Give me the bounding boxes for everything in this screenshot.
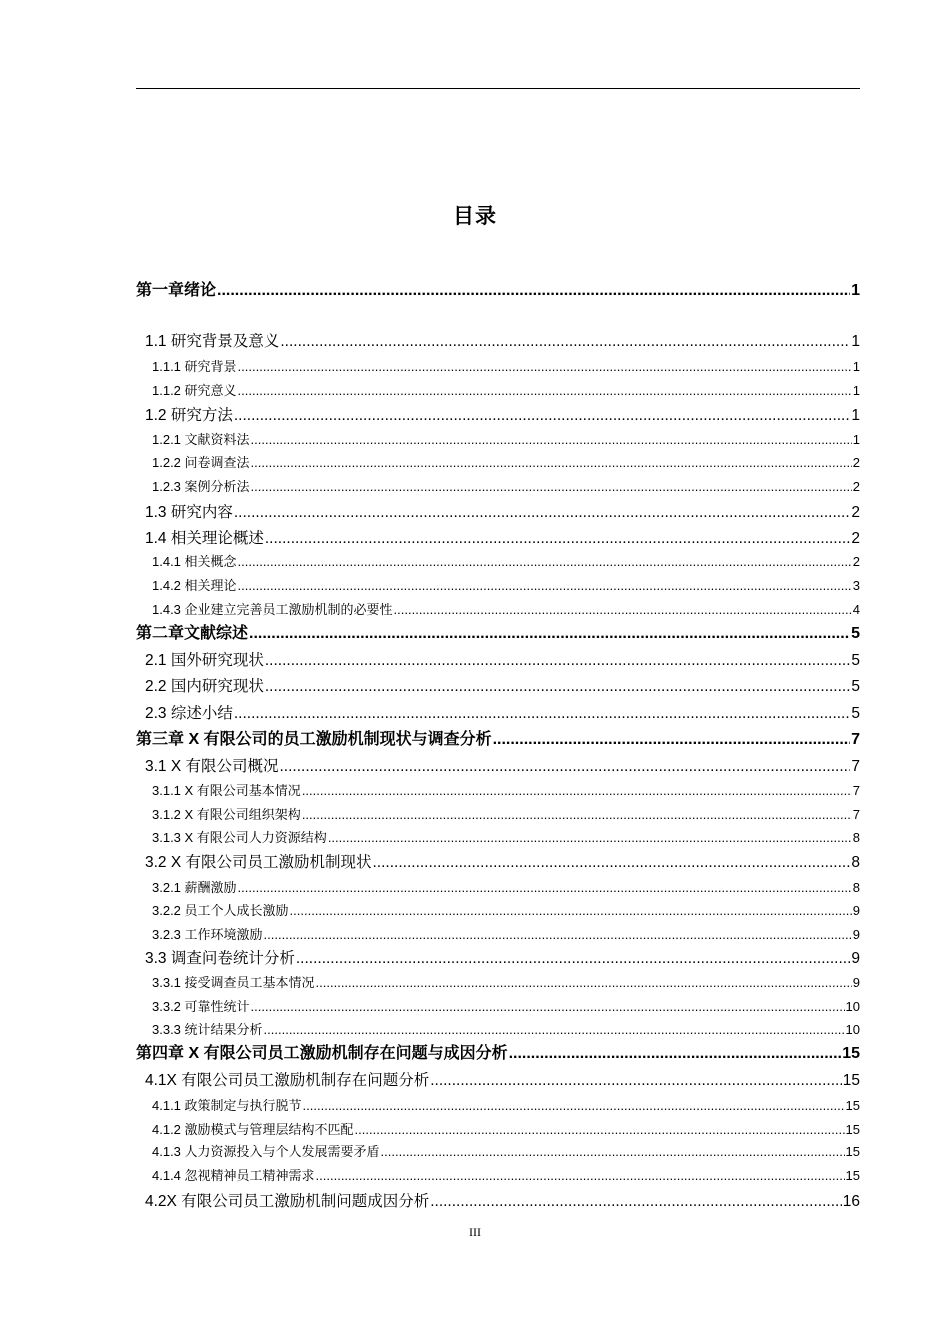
toc-entry-label: 1.2.3 案例分析法 — [152, 479, 250, 494]
toc-leader-dots — [251, 454, 852, 472]
toc-entry-page: 1 — [852, 383, 860, 398]
toc-entry-label: 3.1.3 X 有限公司人力资源结构 — [152, 830, 327, 845]
toc-leader-dots — [238, 358, 852, 376]
toc-entry-label: 1.2.2 问卷调查法 — [152, 455, 250, 470]
toc-entry[interactable] — [136, 650, 860, 672]
toc-leader-dots — [238, 553, 852, 571]
toc-leader-dots — [251, 478, 852, 496]
toc-leader-dots — [290, 902, 852, 920]
toc-entry[interactable] — [136, 528, 860, 550]
toc-entry-label: 3.2.2 员工个人成长激励 — [152, 903, 289, 918]
toc-entry-page: 1 — [851, 333, 860, 350]
toc-leader-dots — [234, 502, 851, 524]
toc-entry[interactable] — [136, 676, 860, 698]
toc-entry-label: 1.1.1 研究背景 — [152, 359, 237, 374]
toc-entry-page: 15 — [845, 1168, 860, 1183]
toc-leader-dots — [264, 1021, 845, 1039]
toc-entry-label: 1.4.3 企业建立完善员工激励机制的必要性 — [152, 602, 393, 617]
toc-entry-page: 2 — [852, 479, 860, 494]
toc-entry[interactable] — [136, 331, 860, 353]
toc-entry-page: 2 — [851, 504, 860, 521]
toc-entry-page: 1 — [851, 282, 860, 299]
toc-entry-page: 10 — [845, 1022, 860, 1037]
toc-entry-label: 4.2X 有限公司员工激励机制问题成因分析 — [145, 1193, 430, 1210]
toc-entry-page: 8 — [852, 880, 860, 895]
toc-leader-dots — [430, 1191, 842, 1213]
footer-page-number: III — [469, 1225, 481, 1239]
toc-leader-dots — [234, 703, 851, 725]
toc-entry[interactable] — [136, 623, 860, 645]
toc-entry-label: 1.4 相关理论概述 — [145, 530, 264, 547]
toc-entry[interactable] — [136, 1043, 860, 1065]
toc-entry-label: 3.3.2 可靠性统计 — [152, 999, 250, 1014]
toc-entry[interactable] — [136, 1021, 860, 1039]
toc-entry-page: 15 — [842, 1072, 860, 1089]
toc-leader-dots — [303, 1097, 845, 1115]
toc-entry-label: 3.2.1 薪酬激励 — [152, 880, 237, 895]
toc-leader-dots — [265, 650, 851, 672]
toc-entry[interactable] — [136, 948, 860, 970]
toc-leader-dots — [280, 756, 851, 778]
toc-entry[interactable] — [136, 829, 860, 847]
toc-entry-page: 9 — [852, 975, 860, 990]
toc-entry-label: 3.1 X 有限公司概况 — [145, 758, 279, 775]
toc-entry[interactable] — [136, 1097, 860, 1115]
toc-entry-label: 4.1.3 人力资源投入与个人发展需要矛盾 — [152, 1144, 380, 1159]
toc-entry-page: 7 — [851, 758, 860, 775]
toc-entry-label: 3.2 X 有限公司员工激励机制现状 — [145, 854, 372, 871]
toc-entry-label: 3.3 调查问卷统计分析 — [145, 950, 295, 967]
toc-leader-dots — [265, 528, 851, 550]
toc-entry[interactable] — [136, 280, 860, 302]
toc-leader-dots — [249, 623, 850, 645]
toc-entry[interactable] — [136, 1143, 860, 1161]
toc-entry-page: 7 — [851, 731, 860, 748]
toc-leader-dots — [265, 676, 851, 698]
toc-entry[interactable] — [136, 782, 860, 800]
toc-entry-label: 2.3 综述小结 — [145, 705, 233, 722]
toc-entry[interactable] — [136, 1070, 860, 1092]
toc-leader-dots — [251, 998, 845, 1016]
toc-entry-label: 1.3 研究内容 — [145, 504, 233, 521]
toc-leader-dots — [430, 1070, 842, 1092]
toc-leader-dots — [394, 601, 852, 619]
toc-entry-label: 第二章文献综述 — [136, 625, 249, 642]
toc-entry-page: 15 — [842, 1045, 860, 1062]
toc-entry[interactable] — [136, 405, 860, 427]
toc-leader-dots — [493, 729, 851, 751]
toc-entry-page: 15 — [845, 1144, 860, 1159]
toc-leader-dots — [381, 1143, 845, 1161]
toc-entry-label: 3.1.1 X 有限公司基本情况 — [152, 783, 301, 798]
toc-entry-label: 1.2.1 文献资料法 — [152, 432, 250, 447]
header-rule — [136, 88, 860, 89]
toc-entry-label: 1.1.2 研究意义 — [152, 383, 237, 398]
toc-entry[interactable] — [136, 806, 860, 824]
toc-entry-label: 4.1.2 激励模式与管理层结构不匹配 — [152, 1122, 354, 1137]
toc-leader-dots — [296, 948, 851, 970]
toc-entry-page: 15 — [845, 1122, 860, 1137]
toc-entry[interactable] — [136, 1191, 860, 1213]
toc-entry-page: 2 — [851, 530, 860, 547]
toc-entry-page: 15 — [845, 1098, 860, 1113]
toc-entry-page: 5 — [851, 705, 860, 722]
toc-leader-dots — [316, 974, 852, 992]
toc-entry-label: 3.2.3 工作环境激励 — [152, 927, 263, 942]
toc-entry[interactable] — [136, 431, 860, 449]
toc-leader-dots — [280, 331, 850, 353]
toc-entry-label: 1.2 研究方法 — [145, 407, 233, 424]
toc-entry[interactable] — [136, 703, 860, 725]
toc-leader-dots — [238, 577, 852, 595]
page-title: 目录 — [453, 204, 497, 228]
toc-leader-dots — [316, 1167, 845, 1185]
toc-entry[interactable] — [136, 553, 860, 571]
toc-entry[interactable] — [136, 756, 860, 778]
toc-entry-page: 9 — [851, 950, 860, 967]
toc-entry[interactable] — [136, 1121, 860, 1139]
toc-leader-dots — [238, 382, 852, 400]
toc-entry-page: 3 — [852, 578, 860, 593]
toc-entry[interactable] — [136, 382, 860, 400]
toc-entry-page: 7 — [852, 783, 860, 798]
toc-leader-dots — [373, 852, 851, 874]
toc-entry-label: 1.1 研究背景及意义 — [145, 333, 280, 350]
toc-entry-label: 1.4.2 相关理论 — [152, 578, 237, 593]
toc-leader-dots — [234, 405, 851, 427]
toc-entry-label: 第四章 X 有限公司员工激励机制存在问题与成因分析 — [136, 1045, 508, 1062]
toc-entry-page: 10 — [845, 999, 860, 1014]
toc-entry[interactable] — [136, 902, 860, 920]
toc-leader-dots — [238, 879, 852, 897]
toc-entry-page: 1 — [852, 359, 860, 374]
toc-entry-label: 4.1.4 忽视精神员工精神需求 — [152, 1168, 315, 1183]
toc-entry[interactable] — [136, 577, 860, 595]
toc-entry-page: 5 — [851, 678, 860, 695]
toc-entry[interactable] — [136, 454, 860, 472]
toc-entry[interactable] — [136, 478, 860, 496]
toc-entry-label: 第三章 X 有限公司的员工激励机制现状与调查分析 — [136, 731, 492, 748]
toc-entry-page: 4 — [852, 602, 860, 617]
toc-entry[interactable] — [136, 502, 860, 524]
toc-entry[interactable] — [136, 1167, 860, 1185]
toc-entry-page: 7 — [852, 807, 860, 822]
toc-entry-page: 8 — [852, 830, 860, 845]
toc-leader-dots — [251, 431, 852, 449]
toc-entry-label: 3.1.2 X 有限公司组织架构 — [152, 807, 301, 822]
toc-entry[interactable] — [136, 879, 860, 897]
toc-entry-page: 16 — [842, 1193, 860, 1210]
toc-entry[interactable] — [136, 998, 860, 1016]
toc-entry[interactable] — [136, 974, 860, 992]
toc-entry[interactable] — [136, 852, 860, 874]
toc-leader-dots — [302, 782, 852, 800]
toc-entry-label: 1.4.1 相关概念 — [152, 554, 237, 569]
toc-entry-page: 8 — [851, 854, 860, 871]
toc-entry-label: 3.3.1 接受调查员工基本情况 — [152, 975, 315, 990]
toc-entry[interactable] — [136, 601, 860, 619]
toc-entry-page: 5 — [851, 625, 860, 642]
toc-entry-label: 2.2 国内研究现状 — [145, 678, 264, 695]
toc-entry-page: 1 — [851, 407, 860, 424]
toc-entry-page: 5 — [851, 652, 860, 669]
toc-entry-label: 第一章绪论 — [136, 282, 217, 299]
toc-leader-dots — [302, 806, 852, 824]
toc-leader-dots — [509, 1043, 842, 1065]
toc-entry[interactable] — [136, 729, 860, 751]
toc-entry-page: 2 — [852, 554, 860, 569]
toc-leader-dots — [264, 926, 852, 944]
toc-leader-dots — [355, 1121, 845, 1139]
toc-entry-label: 2.1 国外研究现状 — [145, 652, 264, 669]
toc-entry-page: 1 — [852, 432, 860, 447]
toc-leader-dots — [217, 280, 850, 302]
toc-entry-label: 4.1.1 政策制定与执行脱节 — [152, 1098, 302, 1113]
toc-entry[interactable] — [136, 926, 860, 944]
toc-entry-page: 9 — [852, 903, 860, 918]
toc-entry-label: 3.3.3 统计结果分析 — [152, 1022, 263, 1037]
toc-leader-dots — [328, 829, 852, 847]
toc-entry-page: 9 — [852, 927, 860, 942]
toc-entry[interactable] — [136, 358, 860, 376]
toc-entry-label: 4.1X 有限公司员工激励机制存在问题分析 — [145, 1072, 430, 1089]
toc-entry-page: 2 — [852, 455, 860, 470]
